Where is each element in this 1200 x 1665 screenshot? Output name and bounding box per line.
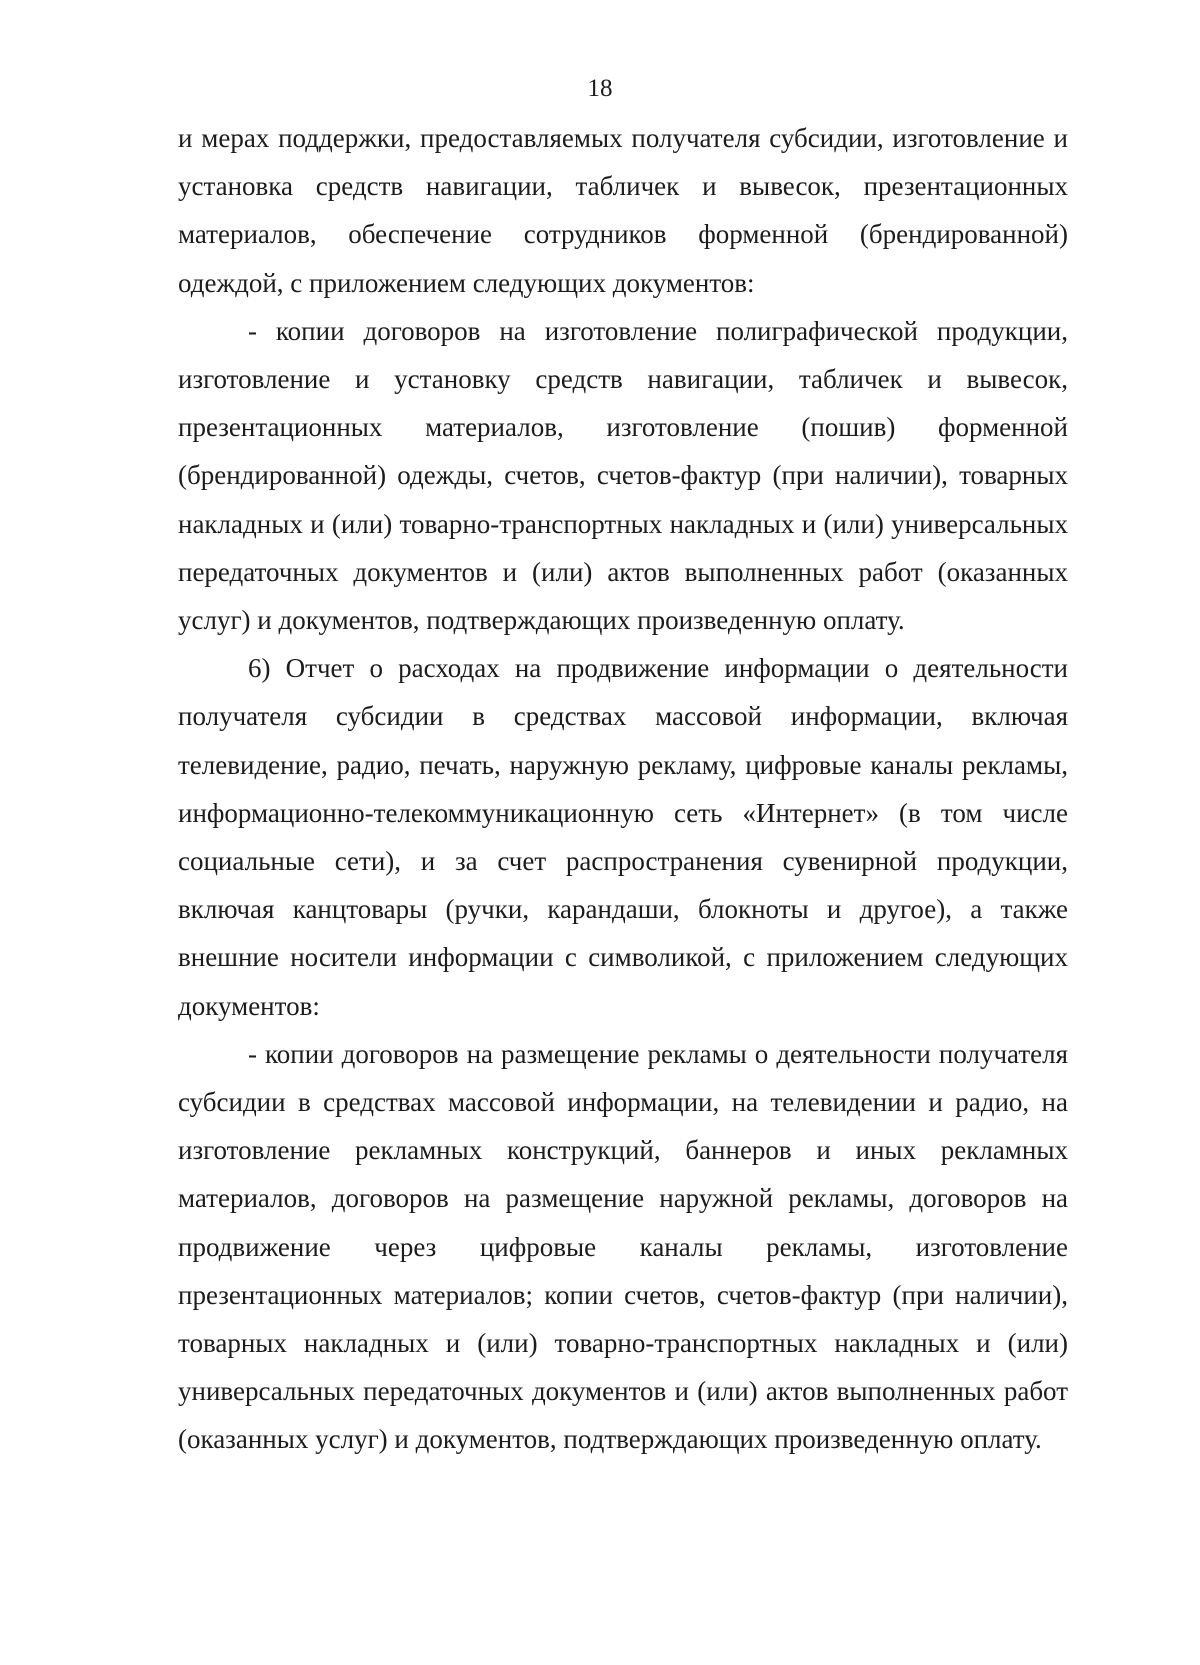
paragraph-item-6: 6) Отчет о расходах на продвижение информации о деятельности получателя субсидии в средствах массовой информации, включая телевидение, радио, печать, наружную рекламу, цифровые каналы рекламы, информационно-телекоммуникационную сеть «Интернет» (в том числе социальные сети), и за счет распространения сувенирной продукции, включая канцтовары (ручки, карандаши, блокноты и другое), а также внешние носители информации с символикой, с приложением следующих документов: [178,653,1068,1021]
page-number: 18 [587,75,613,102]
paragraph-list-item-2: - копии договоров на размещение рекламы о деятельности получателя субсидии в средствах массовой информации, на телевидении и радио, на изготовление рекламных конструкций, баннеров и иных рекламных материалов, договоров на размещение наружной рекламы, договоров на продвижение через цифровые каналы рекламы, изготовление презентационных материалов; копии счетов, счетов-фактур (при наличии), товарных накладных и (или) товарно-транспортных накладных и (или) универсальных передаточных документов и (или) актов выполненных работ (оказанных услуг) и документов, подтверждающих произведенную оплату. [178,1038,1068,1455]
paragraph-continuation: и мерах поддержки, предоставляемых получателя субсидии, изготовление и установка средств навигации, табличек и вывесок, презентационных материалов, обеспечение сотрудников форменной (брендированной) одеждой, с приложением следующих документов: [178,123,1068,298]
document-body [178,114,1068,1464]
paragraph-list-item-1: - копии договоров на изготовление полиграфической продукции, изготовление и установку средств навигации, табличек и вывесок, презентационных материалов, изготовление (пошив) форменной (брендированной) одежды, счетов, счетов-фактур (при наличии), товарных накладных и (или) товарно-транспортных накладных и (или) универсальных передаточных документов и (или) актов выполненных работ (оказанных услуг) и документов, подтверждающих произведенную оплату. [178,315,1068,636]
